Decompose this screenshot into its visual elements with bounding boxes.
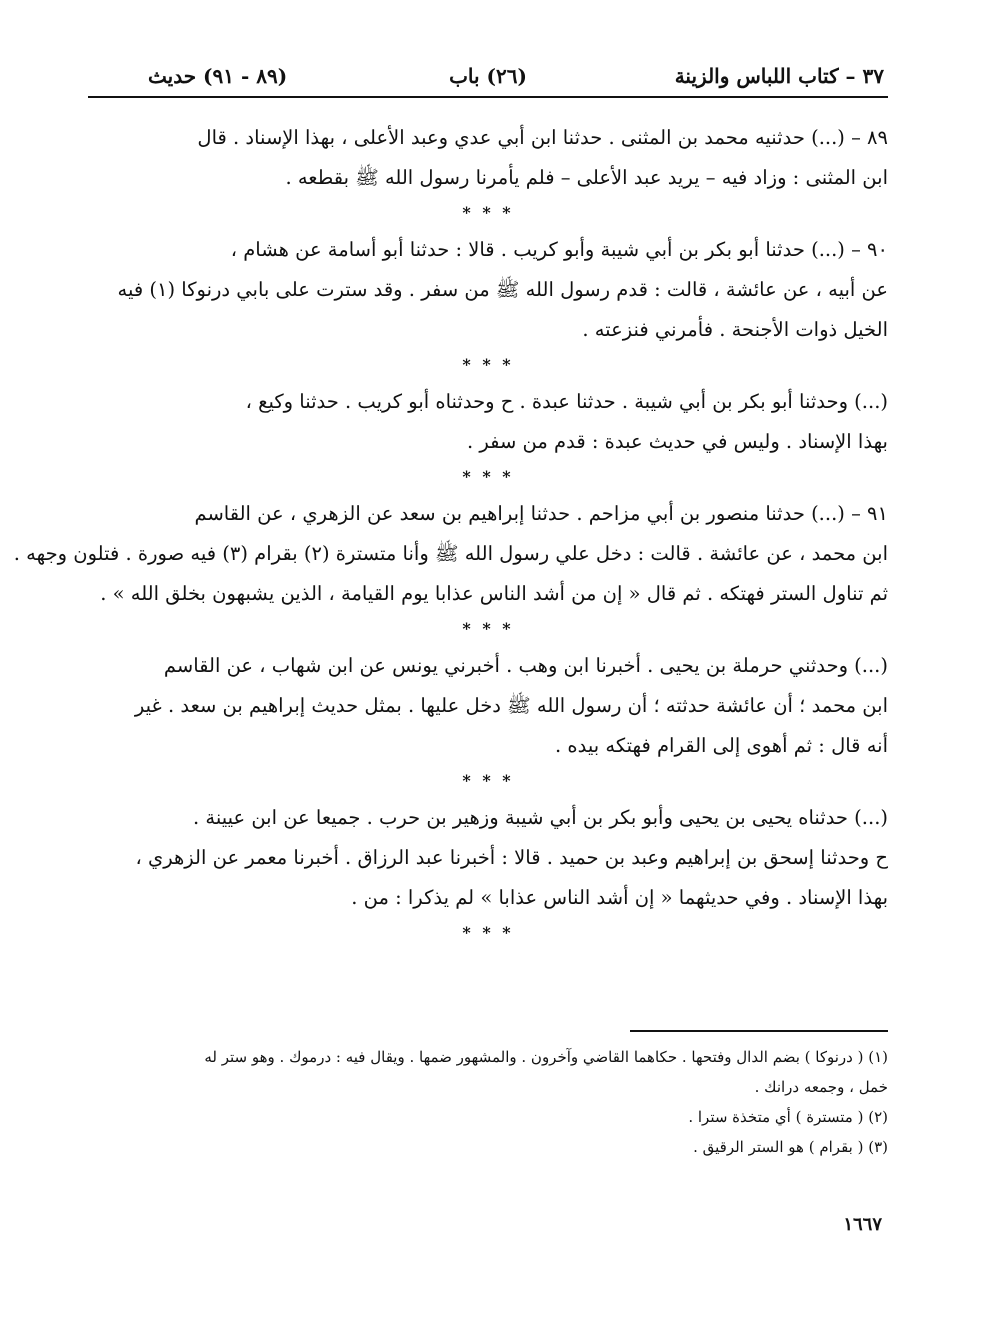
section-divider-stars: * * * [462, 619, 514, 638]
book-page [13, 52, 888, 1302]
footnote-line: (٣) ( بقرام ) هو الستر الرقيق . [693, 1138, 888, 1156]
text-line: ثم تناول الستر فهتكه . ثم قال « إن من أشد الناس عذابا يوم القيامة ، الذين يشبهون بخلق الله » . [100, 582, 888, 605]
footnotes [88, 1042, 888, 1162]
footnote-line: (١) ( درنوكا ) بضم الدال وفتحها . حكاهما القاضي وآخرون . والمشهور ضمها . ويقال فيه : درموك . وهو ستر له [204, 1048, 888, 1066]
chapter-header: (٢٦) باب [449, 64, 527, 88]
section-divider-stars: * * * [462, 203, 514, 222]
hadith-paragraph [88, 646, 888, 766]
footnote-line: (٢) ( متسترة ) أي متخذة سترا . [688, 1108, 888, 1126]
text-line: ابن محمد ، عن عائشة . قالت : دخل علي رسول الله ﷺ وأنا متسترة (٢) بقرام (٣) فيه صورة . فتلون وجهه . [13, 542, 888, 565]
book-title-header: ٣٧ – كتاب اللباس والزينة [674, 64, 884, 88]
text-line: بهذا الإسناد . وفي حديثهما « إن أشد الناس عذابا » لم يذكرا : من . [351, 886, 888, 909]
text-line: عن أبيه ، عن عائشة ، قالت : قدم رسول الله ﷺ من سفر . وقد سترت على بابي درنوكا (١) فيه [117, 278, 888, 301]
text-line: ٩٠ – (...) حدثنا أبو بكر بن أبي شيبة وأبو كريب . قالا : حدثنا أبو أسامة عن هشام ، [230, 238, 888, 261]
main-text [13, 118, 888, 950]
hadith-range-header: (٨٩ - ٩١) حديث [148, 64, 288, 88]
text-line: ٨٩ – (...) حدثنيه محمد بن المثنى . حدثنا ابن أبي عدي وعبد الأعلى ، بهذا الإسناد . قال [197, 126, 888, 149]
text-line: ابن المثنى : وزاد فيه – يريد عبد الأعلى – فلم يأمرنا رسول الله ﷺ بقطعه . [285, 166, 888, 189]
text-line: (...) حدثناه يحيى بن يحيى وأبو بكر بن أبي شيبة وزهير بن حرب . جميعا عن ابن عيينة . [192, 806, 888, 829]
section-divider-stars: * * * [462, 771, 514, 790]
hadith-paragraph [13, 494, 888, 614]
text-line: أنه قال : ثم أهوى إلى القرام فهتكه بيده . [555, 734, 888, 757]
section-divider-stars: * * * [462, 923, 514, 942]
text-line: الخيل ذوات الأجنحة . فأمرني فنزعته . [582, 318, 888, 341]
hadith-paragraph [88, 230, 888, 350]
footnote-separator [630, 1030, 888, 1032]
footnote-line: خمل ، وجمعه درانك . [754, 1078, 888, 1096]
section-divider-stars: * * * [462, 355, 514, 374]
running-header [88, 52, 888, 98]
page-number: ١٦٦٧ [843, 1214, 882, 1235]
text-line: ٩١ – (...) حدثنا منصور بن أبي مزاحم . حدثنا إبراهيم بن سعد عن الزهري ، عن القاسم [194, 502, 888, 525]
text-line: ابن محمد ؛ أن عائشة حدثته ؛ أن رسول الله ﷺ دخل عليها . بمثل حديث إبراهيم بن سعد . غير [134, 694, 888, 717]
text-line: (...) وحدثنا أبو بكر بن أبي شيبة . حدثنا عبدة . ح وحدثناه أبو كريب . حدثنا وكيع ، [245, 390, 888, 413]
text-line: بهذا الإسناد . وليس في حديث عبدة : قدم من سفر . [466, 430, 888, 453]
text-line: (...) وحدثني حرملة بن يحيى . أخبرنا ابن وهب . أخبرني يونس عن ابن شهاب ، عن القاسم [163, 654, 888, 677]
hadith-paragraph [88, 382, 888, 462]
hadith-paragraph [88, 798, 888, 918]
hadith-paragraph [88, 118, 888, 198]
section-divider-stars: * * * [462, 467, 514, 486]
text-line: ح وحدثنا إسحق بن إبراهيم وعبد بن حميد . قالا : أخبرنا عبد الرزاق . أخبرنا معمر عن الزهري ، [135, 846, 888, 869]
